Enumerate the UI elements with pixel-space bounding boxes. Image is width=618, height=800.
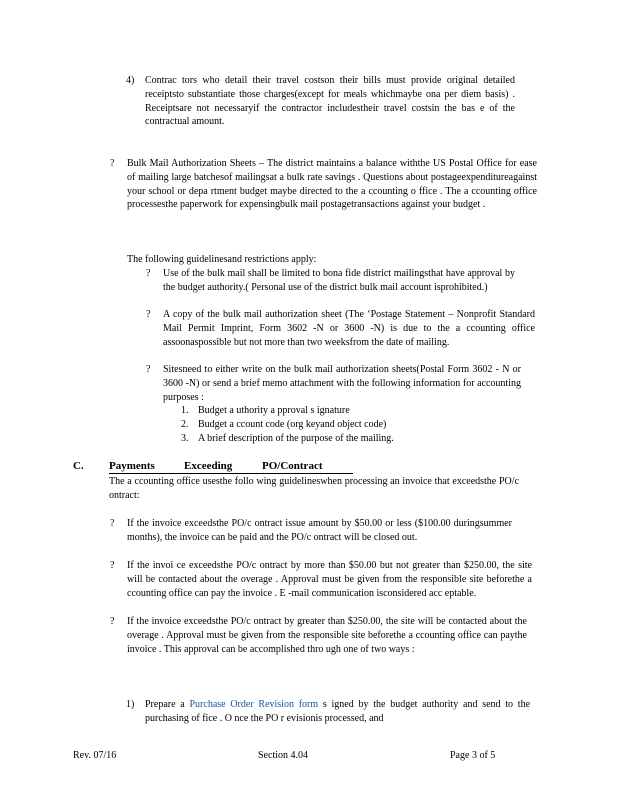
revision-text-pre: Prepare a — [145, 699, 185, 710]
guidelines-intro: The following guidelinesand restrictions apply: — [127, 254, 317, 265]
purpose-item: Budget a uthority a pproval s ignature — [198, 405, 350, 416]
bullet-marker: ? — [110, 560, 115, 571]
section-title-word: PO/Contract — [262, 460, 323, 472]
purpose-item: A brief description of the purpose of the mailing. — [198, 433, 394, 444]
page-number: Page 3 of 5 — [450, 750, 496, 761]
invoice-rule: If the invoi ce exceedsthe PO/c ontract by more than $50.00 but not greater than $250.00, the site will be contacted about the overage . Approval must be given from the responsible site beforethe a ccounting office can pay the invoice . E -mail communication isconsidered acc eptable. — [127, 560, 532, 599]
list-number: 3. — [181, 433, 189, 444]
contractor-travel-paragraph: Contrac tors who detail their travel costson their bills must provide original detailed receiptsto substantiate those charges(except for meals whichmaybe ona per diem basis) . Receiptsare not necessaryif the contractor includestheir travel costsin the bas e of the contractual amount. — [145, 75, 515, 128]
bulk-mail-paragraph: Bulk Mail Authorization Sheets – The district maintains a balance withthe US Postal Office for ease of mailing large batchesof mailingsat a bulk rate savings . Questions about postageexpenditureagainst your school or depa rtment budget maybe directed to the a ccounting o ffice . The a ccounting office processesthe paperwork for expensingbulk mail postagetransactions against your budget . — [127, 158, 537, 211]
guideline-item: A copy of the bulk mail authorization sheet (The ‘Postage Statement – Nonprofit Standard Mail Permit Imprint, Form 3602 -N or 3600 -N) is due to the a ccounting office assoonaspossible but not more than two weeksfrom the date of mailing. — [163, 309, 535, 348]
guideline-item: Use of the bulk mail shall be limited to bona fide district mailingsthat have approval by the budget authority.( Personal use of the district bulk mail account isprohibited.) — [163, 268, 515, 293]
section-title — [109, 460, 353, 474]
bullet-marker: ? — [146, 364, 151, 375]
revision-text-post: s igned by the budget authority and send to the purchasing of fice . O nce the PO r evisionis processed, and — [145, 699, 531, 724]
bullet-marker: ? — [110, 158, 115, 169]
section-title-word: Exceeding — [184, 460, 233, 472]
purchase-order-revision-form-link[interactable]: Purchase Order Revision form — [189, 699, 319, 710]
section-title-word: Payments — [109, 460, 155, 472]
list-number: 2. — [181, 419, 189, 430]
section-c-intro: The a ccounting office usesthe follo wing guidelineswhen processing an invoice that exceedsthe PO/c ontract: — [109, 476, 519, 501]
revision-form-paragraph — [145, 698, 530, 726]
revision-date: Rev. 07/16 — [73, 750, 117, 761]
bullet-marker: ? — [110, 616, 115, 627]
list-marker: 1) — [126, 699, 135, 710]
list-marker: 4) — [126, 75, 135, 86]
bullet-marker: ? — [110, 518, 115, 529]
section-number: Section 4.04 — [258, 750, 308, 761]
section-letter: C. — [73, 460, 84, 472]
guideline-item: Sitesneed to either write on the bulk mail authorization sheets(Postal Form 3602 - N or 3600 -N) or send a brief memo attachment with the following information for accounting purposes : — [163, 364, 521, 403]
invoice-rule: If the invoice exceedsthe PO/c ontract issue amount by $50.00 or less ($100.00 duringsummer months), the invoice can be paid and the PO/c ontract will be closed out. — [127, 518, 512, 543]
invoice-rule: If the invoice exceedsthe PO/c ontract by greater than $250.00, the site will be contacted about the overage . Approval must be given from the responsible site beforethe a ccounting office can paythe invoice . This approval can be accomplished thro ugh one of two ways : — [127, 616, 527, 655]
bullet-marker: ? — [146, 309, 151, 320]
purpose-item: Budget a ccount code (org keyand object code) — [198, 419, 387, 430]
list-number: 1. — [181, 405, 189, 416]
bullet-marker: ? — [146, 268, 151, 279]
